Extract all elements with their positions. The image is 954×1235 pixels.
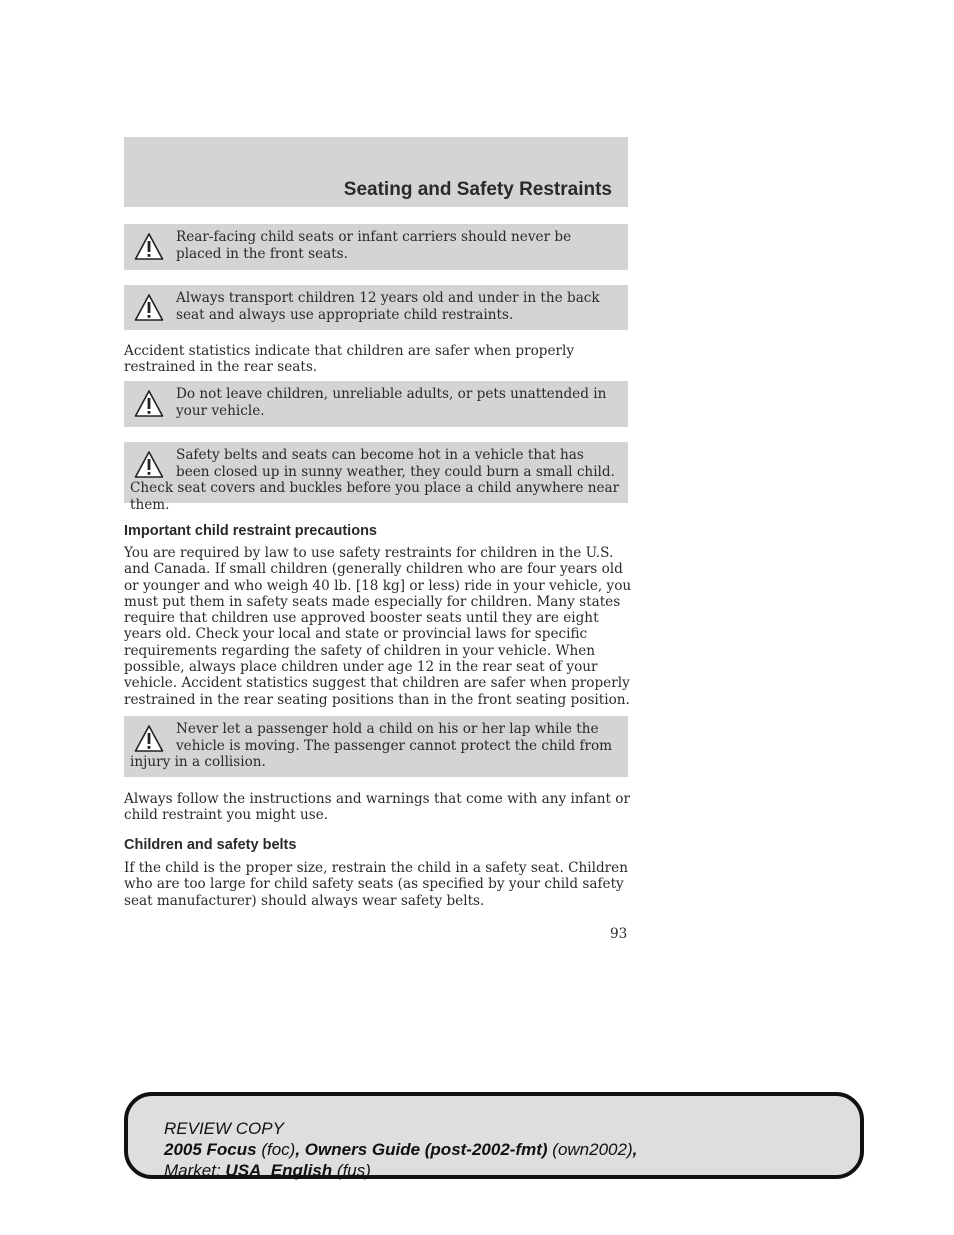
subheading: Children and safety belts [124,837,297,853]
footer-comma: , [632,1140,638,1159]
warning-triangle-icon [134,450,164,480]
warning-text: Safety belts and seats can become hot in a vehicle that has been closed up in sunny weather, they could burn a small child. Check seat covers and buckles before you place a child anywhere near them. [130,447,620,513]
section-header-band [124,137,628,207]
footer-guide-code: (own2002) [552,1140,633,1159]
footer-model-code: (foc) [261,1140,296,1159]
paragraph: If the child is the proper size, restrain the child in a safety seat. Children who are too large for child safety seats (as specified by your child safety seat manufacturer) should always wear safety belts. [124,860,628,909]
warning-triangle-icon [134,293,164,323]
footer-guide: , Owners Guide (post-2002-fmt) [295,1140,548,1159]
warning-text: Do not leave children, unreliable adults, or pets unattended in your vehicle. [176,386,607,419]
footer-model: 2005 Focus [164,1140,257,1159]
page-number: 93 [610,926,628,942]
warning-box [124,716,628,777]
footer-text [164,1118,637,1181]
paragraph: Always follow the instructions and warnings that come with any infant or child restraint you might use. [124,791,630,824]
footer-market-label: Market: [164,1161,221,1180]
warning-box [124,224,628,270]
review-label: REVIEW COPY [164,1119,284,1138]
warning-triangle-icon [134,389,164,419]
warning-box [124,442,628,513]
footer-market-code: (fus) [336,1161,371,1180]
review-copy-footer [124,1092,864,1179]
footer-market: USA_English [225,1161,333,1180]
warning-triangle-icon [134,232,164,262]
paragraph: Accident statistics indicate that children are safer when properly restrained in the rear seats. [124,343,575,376]
paragraph: You are required by law to use safety restraints for children in the U.S. and Canada. If small children (generally children who are four years old or younger and who weigh 40 lb. [18 kg] or less) ride in your vehicle, you must put them in safety seats made especially for children. Many states require that children use approved booster seats until they are eight years old. Check your local and state or provincial laws for specific requirements regarding the safety of children in your vehicle. When possible, always place children under age 12 in the rear seat of your vehicle. Accident statistics suggest that children are safer when properly restrained in the rear seating positions than in the front seating position. [124,545,632,708]
warning-text: Never let a passenger hold a child on his or her lap while the vehicle is moving. The passenger cannot protect the child from injury in a collision. [130,721,613,770]
warning-text: Always transport children 12 years old and under in the back seat and always use appropriate child restraints. [176,290,600,323]
warning-box [124,381,628,427]
warning-triangle-icon [134,724,164,754]
warning-text: Rear-facing child seats or infant carriers should never be placed in the front seats. [176,229,572,262]
section-title: Seating and Safety Restraints [343,179,612,200]
warning-box [124,285,628,330]
subheading: Important child restraint precautions [124,523,377,539]
